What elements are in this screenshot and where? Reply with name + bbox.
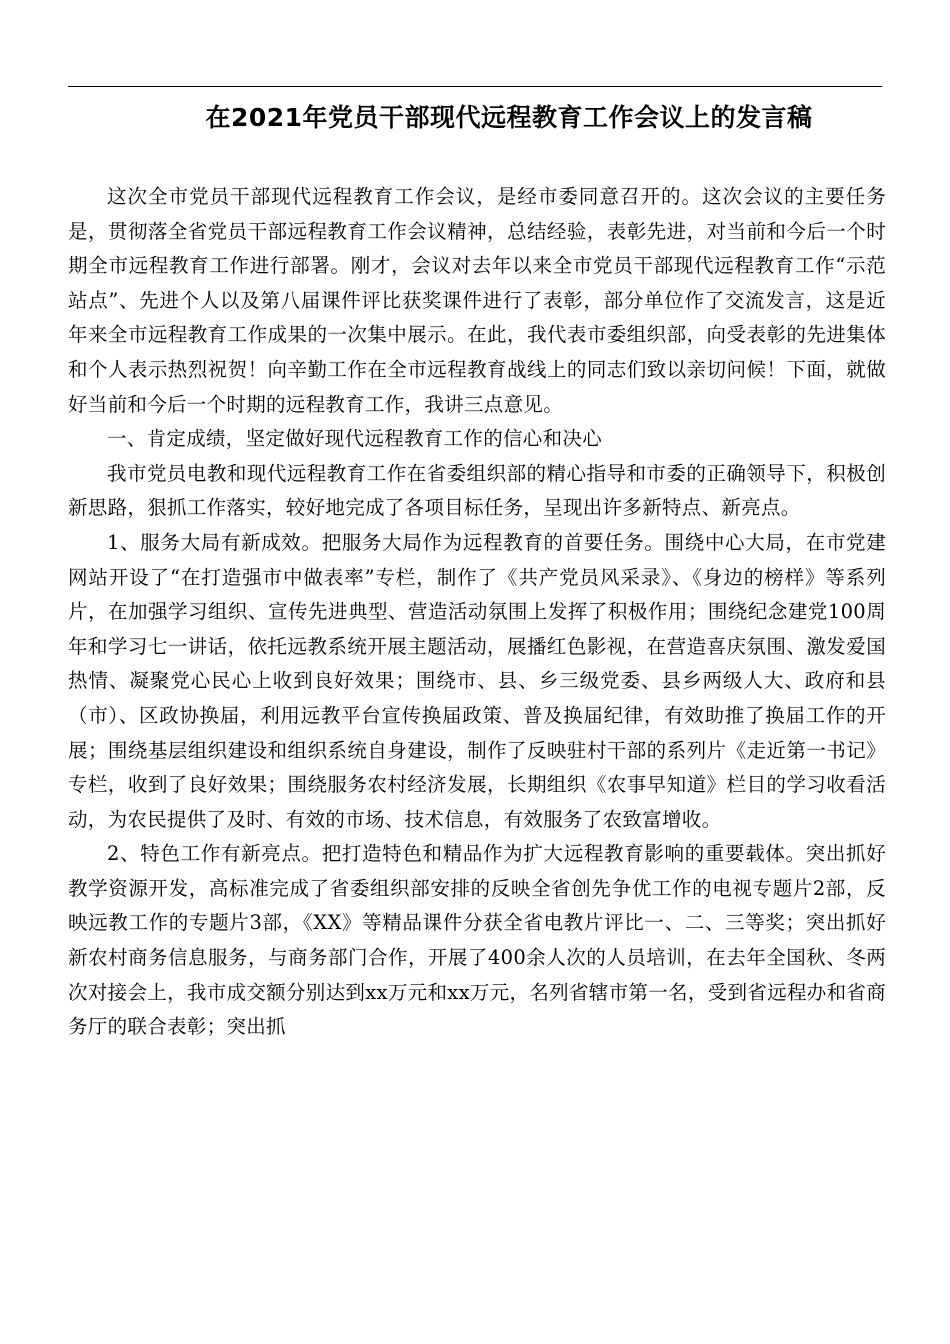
paragraph-item-2: 2、特色工作有新亮点。把打造特色和精品作为扩大远程教育影响的重要载体。突出抓好教学资源开发，高标准完成了省委组织部安排的反映全省创先争优工作的电视专题片2部，反映远教工作的专题片3部，《XX》等精品课件分获全省电教片评比一、二、三等奖；突出抓好新农村商务信息服务，与商务部门合作，开展了400余人次的人员培训，在去年全国秋、冬两次对接会上，我市成交额分别达到xx万元和xx万元，名列省辖市第一名，受到省远程办和省商务厅的联合表彰；突出抓	[68, 842, 886, 1039]
header-rule	[68, 86, 882, 87]
document-body	[68, 180, 886, 1045]
paragraph-intro: 这次全市党员干部现代远程教育工作会议，是经市委同意召开的。这次会议的主要任务是，贯彻落全省党员干部远程教育工作会议精神，总结经验，表彰先进，对当前和今后一个时期全市远程教育工作进行部署。刚才，会议对去年以来全市党员干部现代远程教育工作“示范站点”、先进个人以及第八届课件评比获奖课件进行了表彰，部分单位作了交流发言，这是近年来全市远程教育工作成果的一次集中展示。在此，我代表市委组织部，向受表彰的先进集体和个人表示热烈祝贺！向辛勤工作在全市远程教育战线上的同志们致以亲切问候！下面，就做好当前和今后一个时期的远程教育工作，我讲三点意见。	[68, 185, 886, 416]
paragraph-overview: 我市党员电教和现代远程教育工作在省委组织部的精心指导和市委的正确领导下，积极创新思路，狠抓工作落实，较好地完成了各项目标任务，呈现出许多新特点、新亮点。	[68, 461, 886, 520]
document-title: 在2021年党员干部现代远程教育工作会议上的发言稿	[205, 103, 813, 132]
section-heading-1: 一、肯定成绩，坚定做好现代远程教育工作的信心和决心	[107, 427, 603, 451]
paragraph-item-1: 1、服务大局有新成效。把服务大局作为远程教育的首要任务。围绕中心大局，在市党建网站开设了“在打造强市中做表率”专栏，制作了《共产党员风采录》、《身边的榜样》等系列片，在加强学习组织、宣传先进典型、营造活动氛围上发挥了积极作用；围绕纪念建党100周年和学习七一讲话，依托远教系统开展主题活动，展播红色影视，在营造喜庆氛围、激发爱国热情、凝聚党心民心上收到良好效果；围绕市、县、乡三级党委、县乡两级人大、政府和县（市）、区政协换届，利用远教平台宣传换届政策、普及换届纪律，有效助推了换届工作的开展；围绕基层组织建设和组织系统自身建设，制作了反映驻村干部的系列片《走近第一书记》专栏，收到了良好效果；围绕服务农村经济发展，长期组织《农事早知道》栏目的学习收看活动，为农民提供了及时、有效的市场、技术信息，有效服务了农致富增收。	[68, 530, 886, 831]
